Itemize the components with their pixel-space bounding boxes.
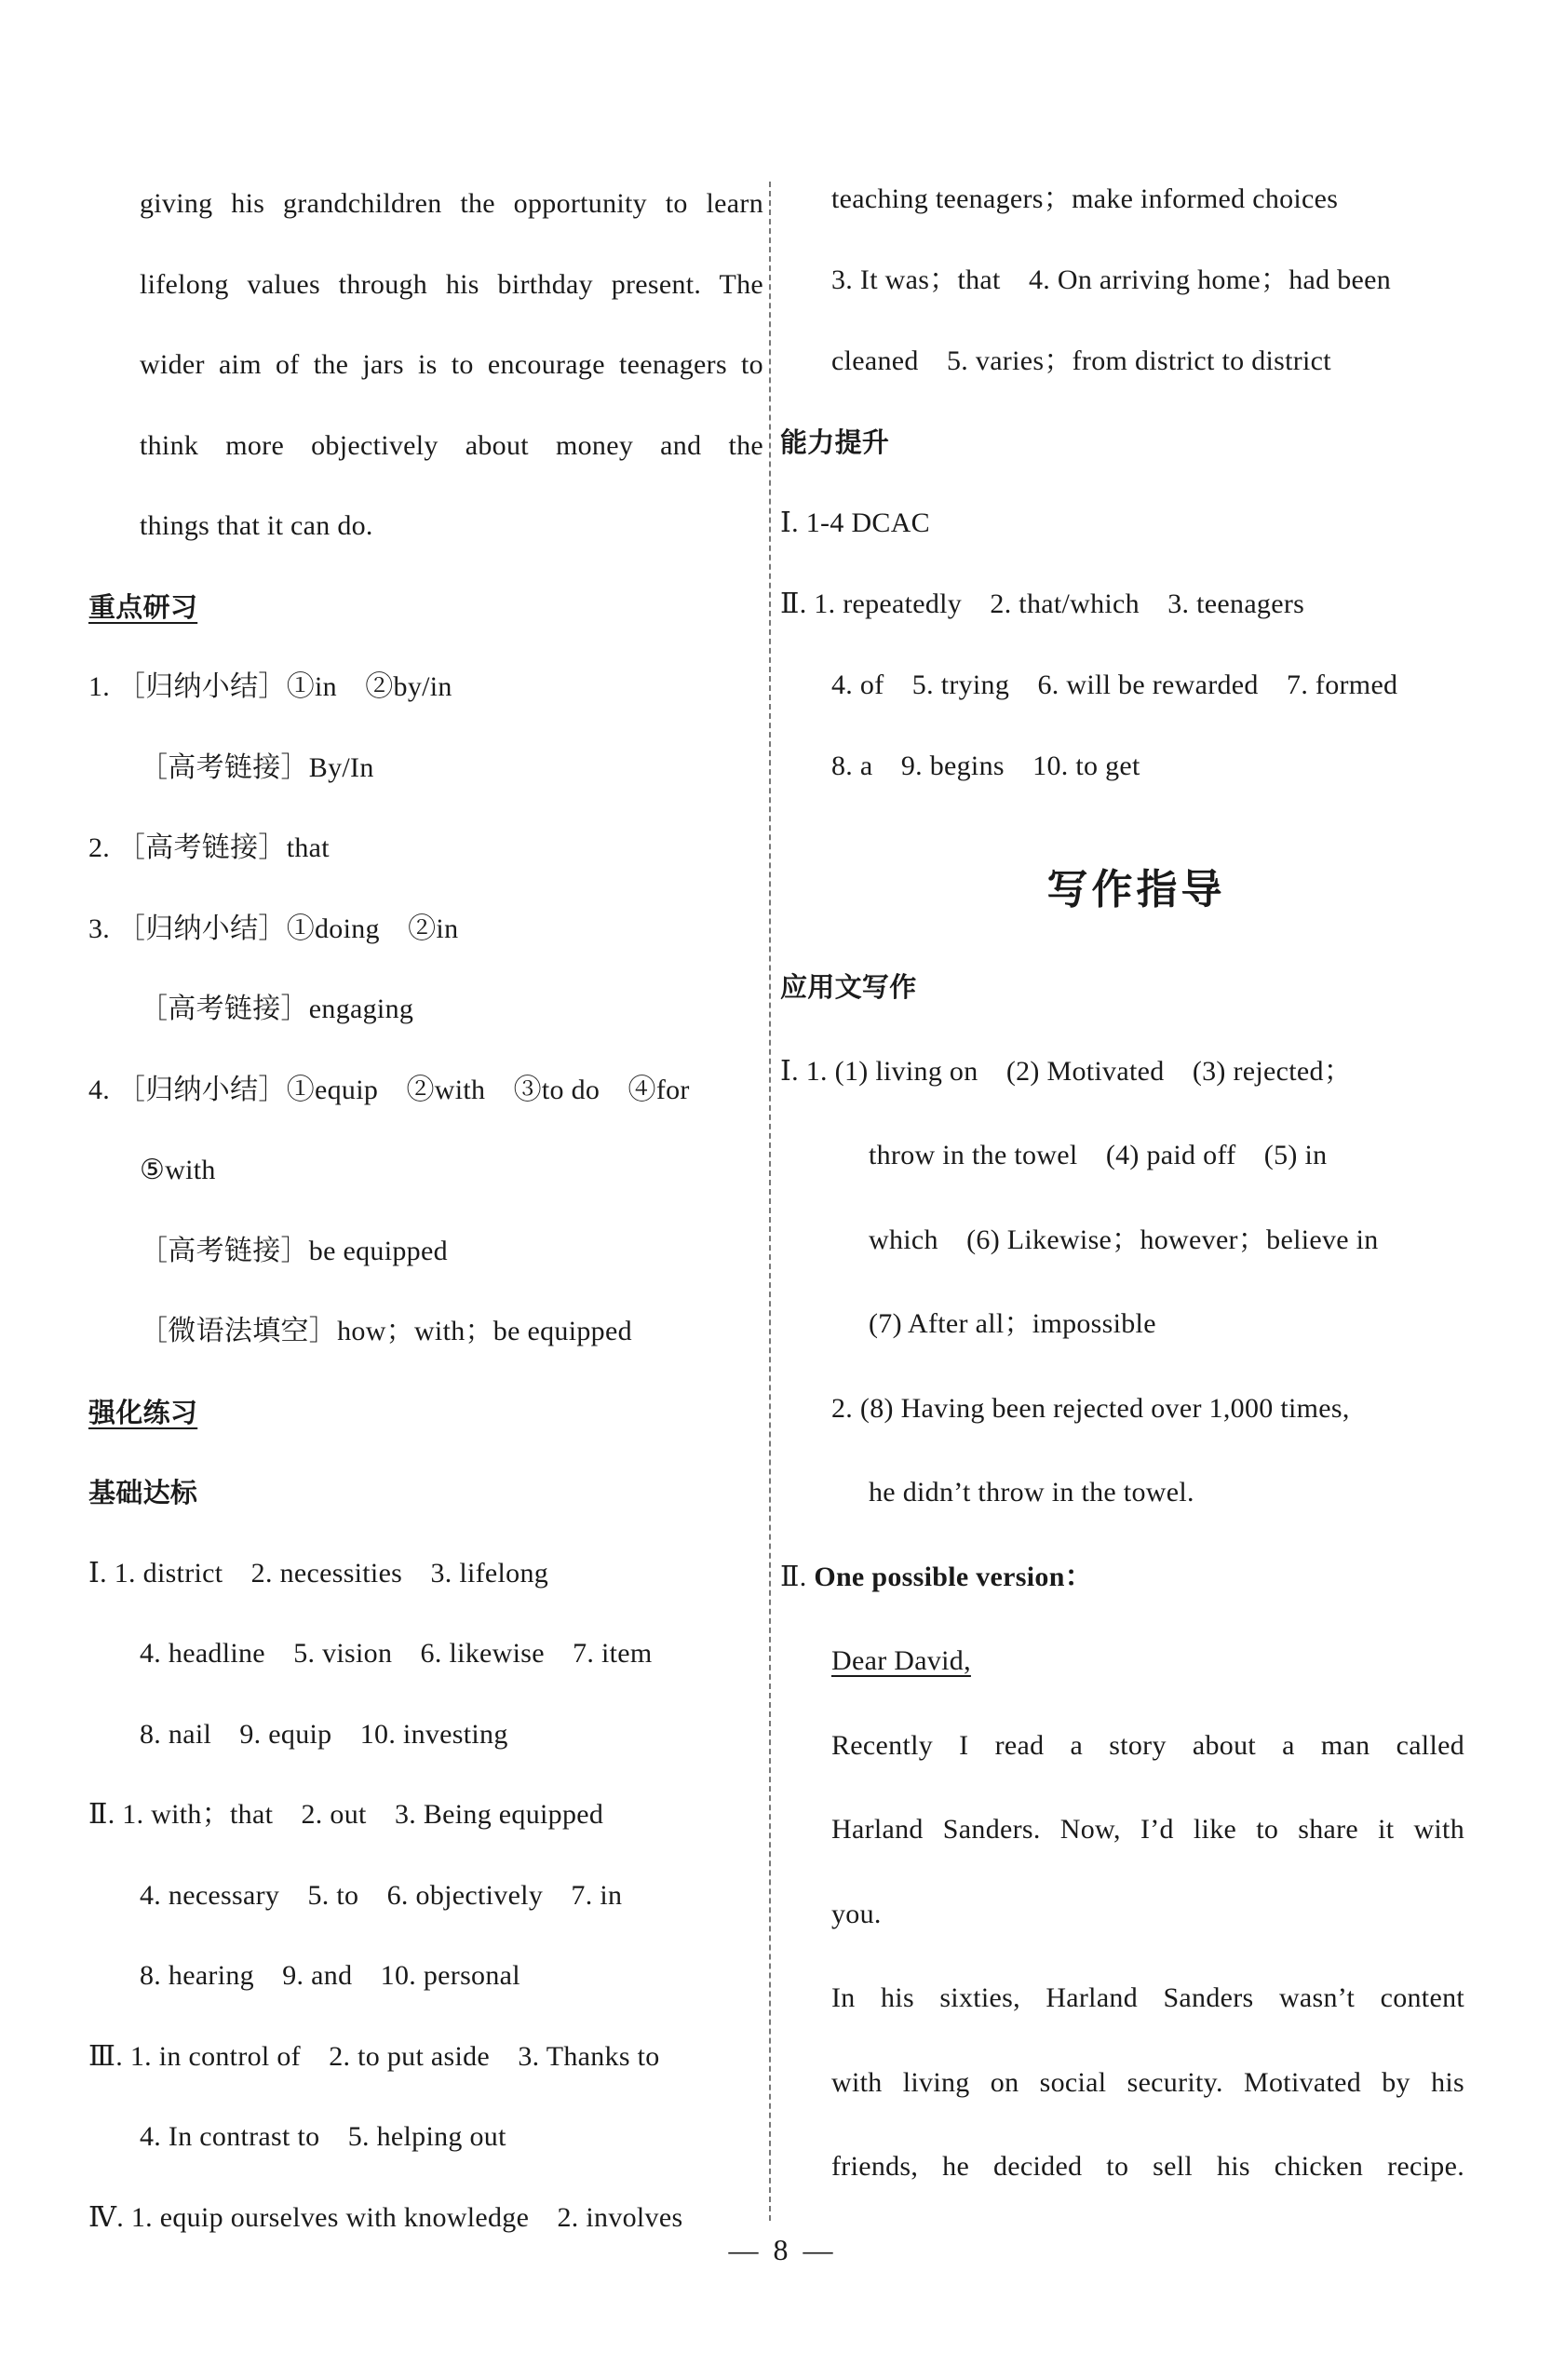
answer-line: ［高考链接］engaging	[140, 994, 414, 1024]
essay-line: friends, he decided to sell his chicken recipe.	[831, 2151, 1464, 2182]
answer-line: ⑤with	[140, 1155, 216, 1185]
column-divider	[769, 182, 771, 2221]
essay-line: In his sixties, Harland Sanders wasn’t content	[831, 1982, 1464, 2013]
version-label: One possible version：	[814, 1561, 1093, 1592]
section-title: 写作指导	[1046, 866, 1226, 913]
answer-line: 4. ［归纳小结］①equip ②with ③to do ④for	[88, 1074, 690, 1105]
answer-line: Ⅰ. 1. district 2. necessities 3. lifelong	[88, 1557, 549, 1589]
answer-line: ［微语法填空］how；with；be equipped	[140, 1316, 632, 1346]
answer-line: (7) After all；impossible	[869, 1308, 1156, 1339]
text-line: wider aim of the jars is to encourage teenagers to	[140, 349, 763, 380]
answer-line: 3. ［归纳小结］①doing ②in	[88, 913, 459, 944]
subsection-heading: 基础达标	[88, 1477, 198, 1508]
answer-line: 1. ［归纳小结］①in ②by/in	[88, 671, 452, 702]
section-heading: 重点研习	[88, 590, 198, 623]
essay-line: Harland Sanders. Now, I’d like to share it with	[831, 1814, 1464, 1845]
answer-line: he didn’t throw in the towel.	[869, 1477, 1194, 1508]
answer-line: ［高考链接］By/In	[140, 751, 374, 783]
essay-salutation: Dear David,	[831, 1645, 971, 1676]
answer-line: cleaned 5. varies；from district to district	[831, 345, 1331, 376]
answer-line: 2. (8) Having been rejected over 1,000 times,	[831, 1392, 1350, 1424]
answer-line: 4. In contrast to 5. helping out	[140, 2121, 506, 2152]
text-line: think more objectively about money and the	[140, 429, 763, 461]
answer-line: teaching teenagers；make informed choices	[831, 183, 1339, 214]
answer-line: Ⅰ. 1. (1) living on (2) Motivated (3) rejected；	[780, 1055, 1353, 1087]
essay-line: you.	[831, 1898, 882, 1929]
text-line: lifelong values through his birthday present. The	[140, 268, 763, 300]
answer-line: Ⅱ. 1. repeatedly 2. that/which 3. teenagers	[780, 588, 1305, 619]
answer-line: 4. necessary 5. to 6. objectively 7. in	[140, 1879, 623, 1911]
answer-line: 4. of 5. trying 6. will be rewarded 7. formed	[831, 669, 1398, 700]
left-column	[88, 177, 763, 2271]
answer-line: 8. nail 9. equip 10. investing	[140, 1718, 508, 1750]
section-heading: 强化练习	[88, 1396, 198, 1428]
answer-line: 8. a 9. begins 10. to get	[831, 751, 1140, 781]
answer-line: which (6) Likewise；however；believe in	[869, 1224, 1379, 1255]
essay-line: with living on social security. Motivated by his	[831, 2066, 1464, 2098]
text-line: things that it can do.	[140, 510, 373, 541]
answer-line: Ⅱ. 1. with；that 2. out 3. Being equipped	[88, 1799, 604, 1830]
item-number: Ⅱ.	[780, 1561, 807, 1592]
answer-line: Ⅳ. 1. equip ourselves with knowledge 2. involves	[88, 2201, 683, 2233]
page-number: — 8 —	[728, 2233, 837, 2266]
answer-line: ［高考链接］be equipped	[140, 1235, 448, 1266]
right-column	[780, 172, 1464, 2224]
answer-line: Ⅰ. 1-4 DCAC	[780, 507, 930, 538]
answer-line	[780, 1550, 1464, 1635]
answer-line: 3. It was；that 4. On arriving home；had been	[831, 264, 1392, 295]
answer-line: 4. headline 5. vision 6. likewise 7. item	[140, 1638, 653, 1669]
subsection-heading: 能力提升	[780, 426, 890, 458]
answer-line: throw in the towel (4) paid off (5) in	[869, 1140, 1328, 1170]
subsection-heading: 应用文写作	[780, 971, 917, 1003]
answer-line: 2. ［高考链接］that	[88, 832, 330, 863]
text-line: giving his grandchildren the opportunity to learn	[140, 188, 763, 219]
essay-line: Recently I read a story about a man called	[831, 1729, 1464, 1761]
answer-line: 8. hearing 9. and 10. personal	[140, 1960, 520, 1991]
answer-line: Ⅲ. 1. in control of 2. to put aside 3. Thanks to	[88, 2040, 660, 2072]
